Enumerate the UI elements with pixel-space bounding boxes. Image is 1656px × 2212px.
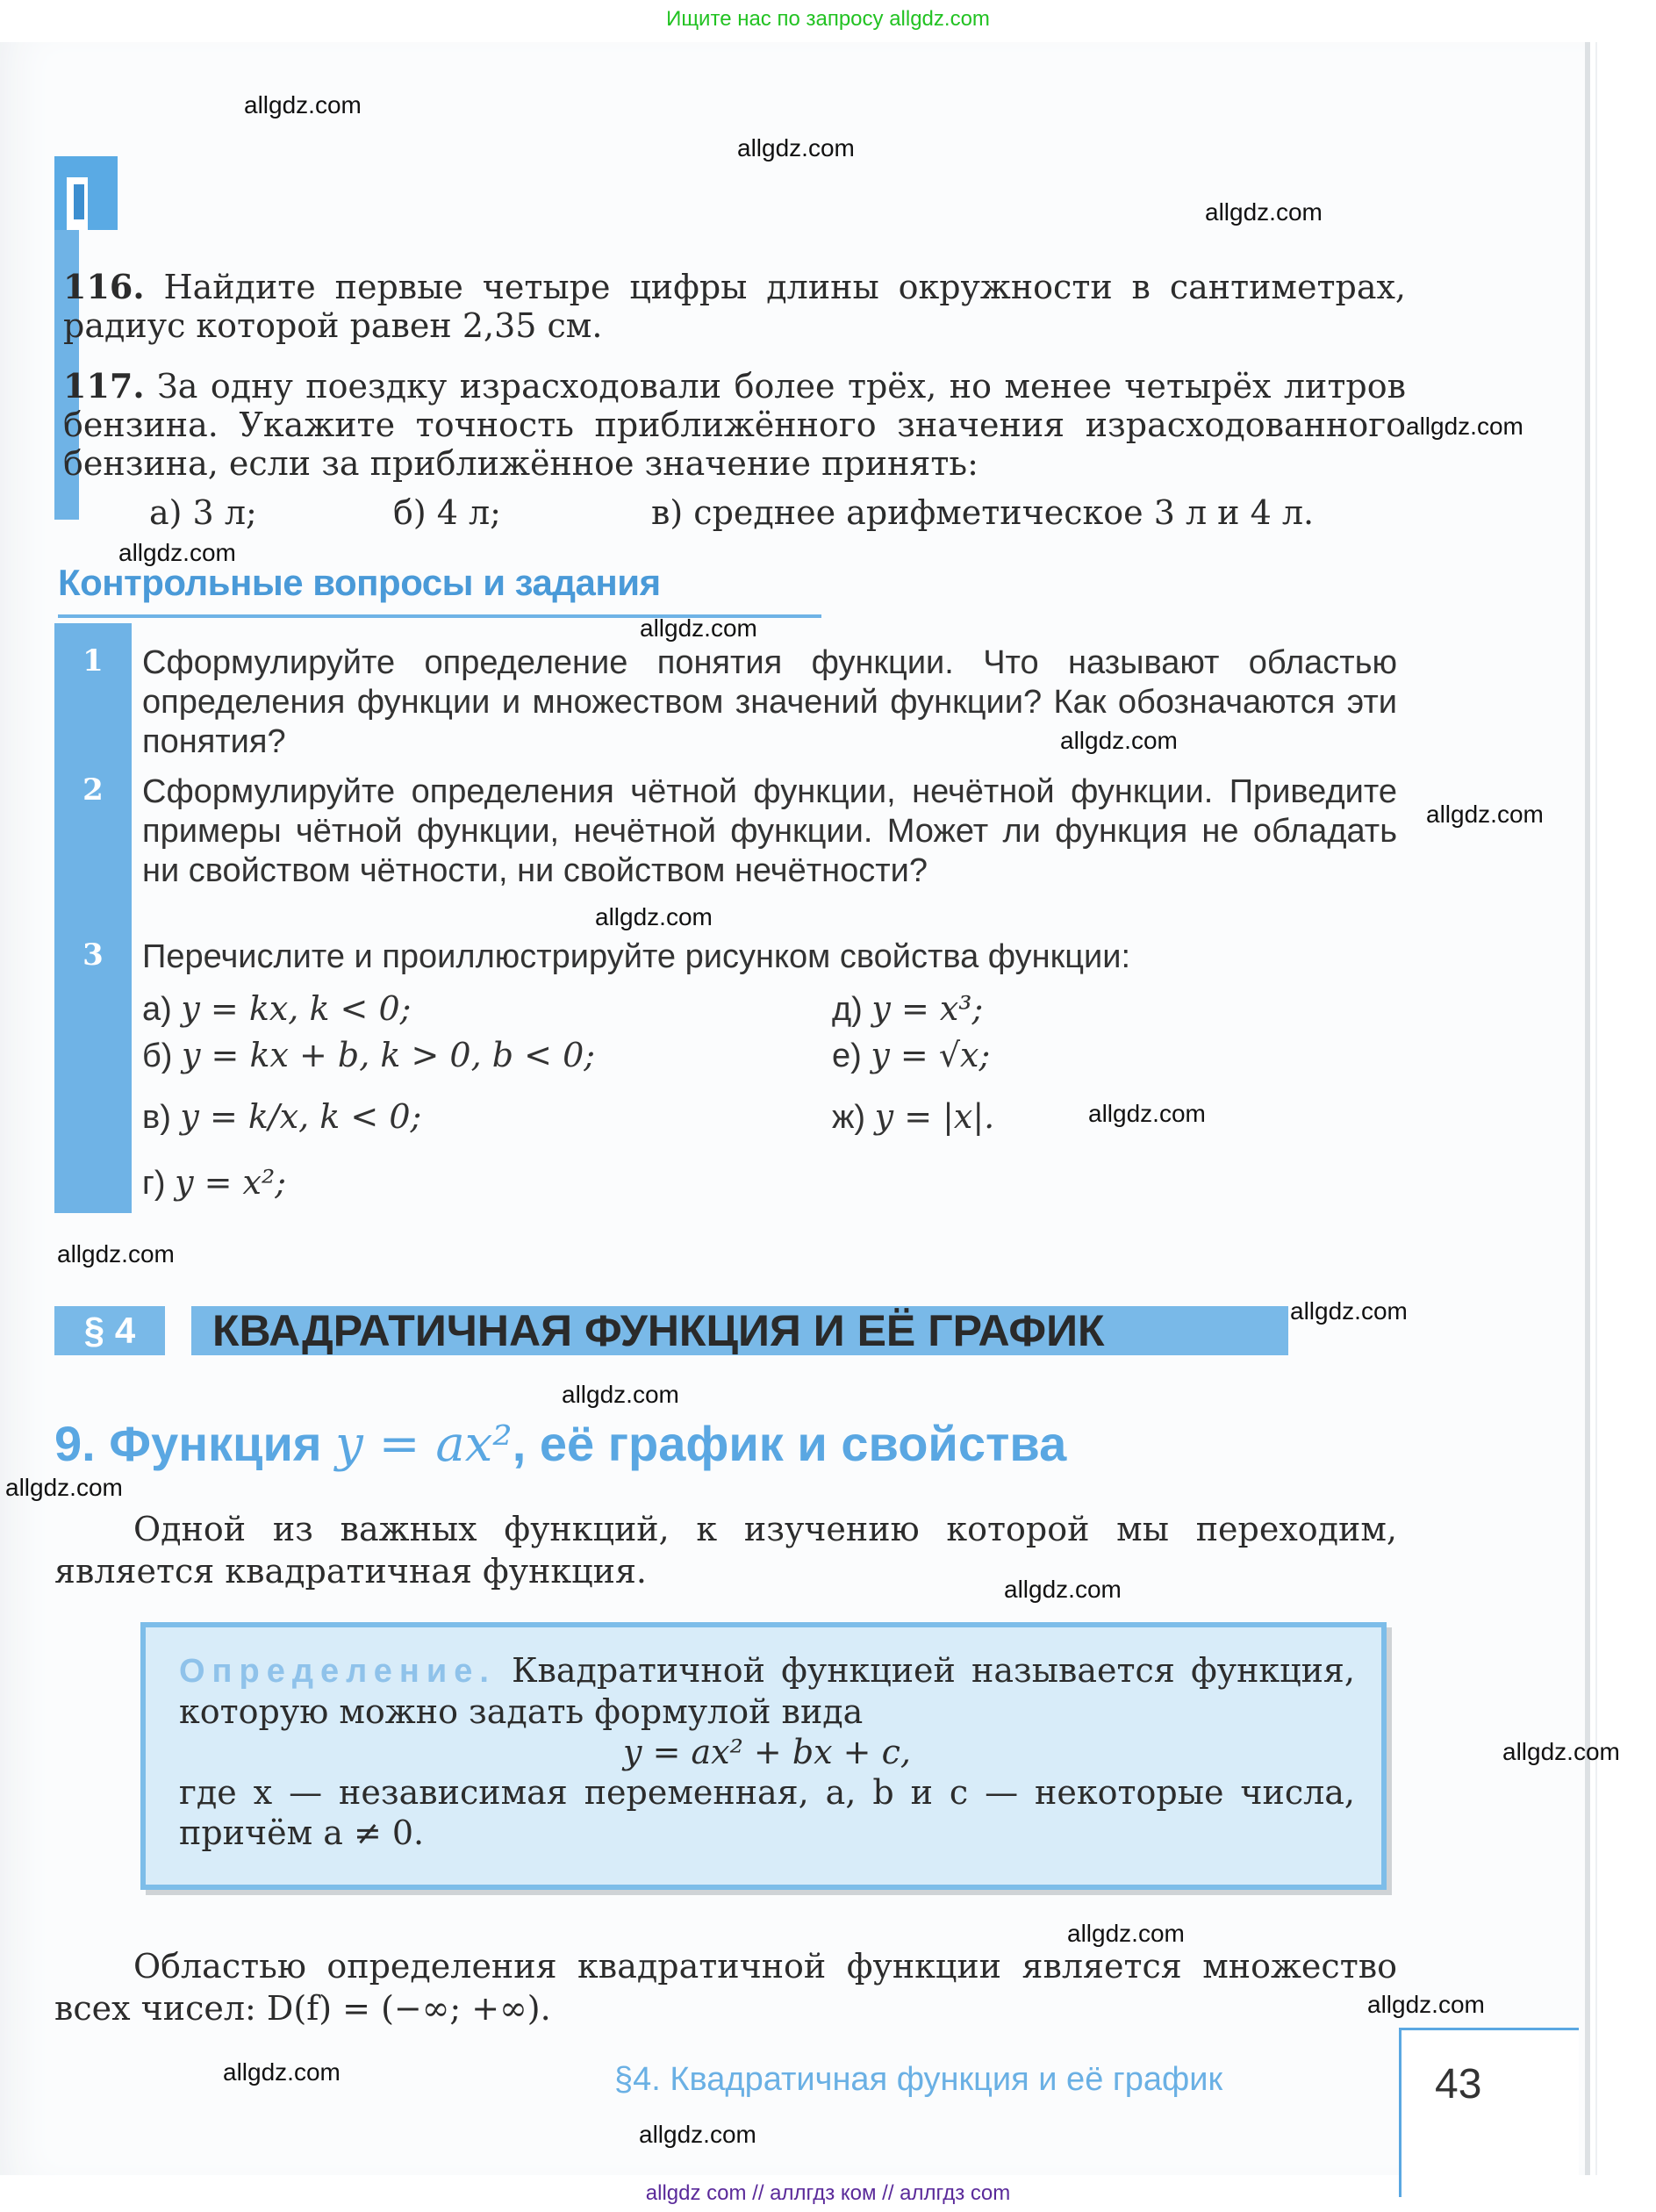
search-hint-text: Ищите нас по запросу allgdz.com xyxy=(666,7,990,31)
problem-text: Найдите первые четыре цифры длины окружности в сантиметрах, радиус которой равен 2,35 см. xyxy=(63,268,1406,345)
question-number-2: 2 xyxy=(82,772,104,808)
definition-label: Определение. xyxy=(179,1653,496,1690)
subitem-formula: y = kx + b, k > 0, b < 0; xyxy=(181,1036,596,1074)
watermark: allgdz.com xyxy=(1004,1576,1122,1603)
definition-text xyxy=(179,1650,1355,1853)
running-title: §4. Квадратичная функция и её график xyxy=(614,2061,1223,2098)
watermark: allgdz.com xyxy=(1067,1920,1185,1947)
site-footer-banner xyxy=(0,2175,1656,2212)
problem-117 xyxy=(63,367,1406,483)
subitem-formula: y = x³; xyxy=(871,989,984,1028)
control-questions-title: Контрольные вопросы и задания xyxy=(58,562,661,603)
page-number: 43 xyxy=(1435,2061,1482,2108)
page-edge xyxy=(1595,42,1656,2175)
search-hint-banner xyxy=(0,0,1656,39)
subsection-formula: y = ax² xyxy=(335,1416,513,1473)
question-3-text: Перечислите и проиллюстрируйте рисунком свойства функции: xyxy=(142,938,1131,975)
definition-text-2: где x — независимая переменная, a, b и c — некоторые числа, причём a ≠ 0. xyxy=(179,1773,1355,1852)
subitem-label: г) xyxy=(142,1165,166,1202)
watermark: allgdz.com xyxy=(562,1381,679,1408)
watermark: allgdz.com xyxy=(595,903,713,930)
question-2-text: Сформулируйте определения чётной функции, нечётной функции. Приведите примеры чётной функции, нечётной функции. Может ли функция не обладать ни свойством чётности, ни свойством нечётности? xyxy=(142,773,1397,889)
subitem-label: е) xyxy=(832,1038,862,1074)
intro-paragraph: Одной из важных функций, к изучению которой мы переходим, является квадратичная функция. xyxy=(54,1510,1397,1591)
watermark: allgdz.com xyxy=(1205,198,1323,226)
watermark: allgdz.com xyxy=(57,1240,175,1268)
watermark: allgdz.com xyxy=(5,1474,123,1501)
subitem-c xyxy=(142,1097,421,1137)
subsection-title-pre: Функция xyxy=(109,1416,322,1471)
problem-117-option-b: б) 4 л; xyxy=(393,493,501,532)
watermark: allgdz.com xyxy=(1088,1100,1206,1127)
question-number-3: 3 xyxy=(82,937,104,973)
review-P-icon xyxy=(54,156,118,230)
watermark: allgdz.com xyxy=(1502,1738,1620,1765)
review-P-icon-shade xyxy=(74,184,84,219)
subitem-f xyxy=(832,1036,990,1075)
subitem-formula: y = x²; xyxy=(175,1163,287,1202)
subsection-number: 9. xyxy=(54,1416,96,1471)
question-number-1: 1 xyxy=(82,643,104,679)
definition-text-1: Квадратичной функцией называется функция, которую можно задать формулой вида xyxy=(179,1651,1355,1731)
watermark: allgdz.com xyxy=(1426,801,1544,828)
subitem-a xyxy=(142,989,411,1029)
section-number-badge: § 4 xyxy=(54,1306,165,1355)
watermark: allgdz.com xyxy=(1406,413,1523,440)
question-1-text: Сформулируйте определение понятия функции. Что называют областью определения функции и множеством значений функции? Как обозначаются эти понятия? xyxy=(142,644,1397,760)
watermark: allgdz.com xyxy=(639,2121,756,2148)
site-footer-text: allgdz com // аллгдз ком // аллгдз com xyxy=(645,2181,1011,2205)
questions-side-bar xyxy=(54,623,132,1213)
subitem-formula: y = |x|. xyxy=(874,1097,995,1136)
subitem-label: ж) xyxy=(832,1099,866,1136)
problem-text: За одну поездку израсходовали более трёх, но менее четырёх литров бензина. Укажите точность приближённого значения израсходованного бензина, если за приближённое значение принять: xyxy=(63,367,1406,483)
problem-117-option-a: а) 3 л; xyxy=(149,493,257,532)
watermark: allgdz.com xyxy=(1290,1297,1408,1325)
subsection-heading xyxy=(54,1415,1066,1473)
subitem-label: б) xyxy=(142,1038,173,1074)
page-number-box xyxy=(1399,2028,1579,2197)
definition-box xyxy=(140,1622,1387,1890)
watermark: allgdz.com xyxy=(223,2058,341,2086)
watermark: allgdz.com xyxy=(244,91,362,118)
watermark: allgdz.com xyxy=(118,539,236,566)
subitem-formula: y = k/x, k < 0; xyxy=(180,1097,422,1136)
problem-number: 117. xyxy=(63,366,145,406)
subitem-g xyxy=(832,1097,994,1137)
domain-paragraph: Областью определения квадратичной функции является множество всех чисел: D(f) = (−∞; +∞). xyxy=(54,1947,1397,2028)
watermark: allgdz.com xyxy=(640,614,757,642)
subitem-e xyxy=(832,989,983,1029)
subitem-label: в) xyxy=(142,1099,171,1136)
watermark: allgdz.com xyxy=(1367,1991,1485,2018)
subitem-d xyxy=(142,1163,286,1203)
watermark: allgdz.com xyxy=(737,134,855,162)
watermark: allgdz.com xyxy=(1060,727,1178,754)
subitem-formula: y = kx, k < 0; xyxy=(181,989,412,1028)
subitem-formula: y = √x; xyxy=(871,1036,991,1074)
section-title: КВАДРАТИЧНАЯ ФУНКЦИЯ И ЕЁ ГРАФИК xyxy=(191,1306,1288,1355)
subitem-label: д) xyxy=(832,991,863,1028)
subsection-title-post: , её график и свойства xyxy=(512,1416,1067,1471)
problem-117-option-c: в) среднее арифметическое 3 л и 4 л. xyxy=(651,493,1315,532)
subitem-b xyxy=(142,1036,595,1075)
subitem-label: а) xyxy=(142,991,172,1028)
problem-number: 116. xyxy=(63,267,145,306)
problem-116 xyxy=(63,268,1406,345)
definition-formula: y = ax² + bx + c, xyxy=(623,1733,911,1771)
